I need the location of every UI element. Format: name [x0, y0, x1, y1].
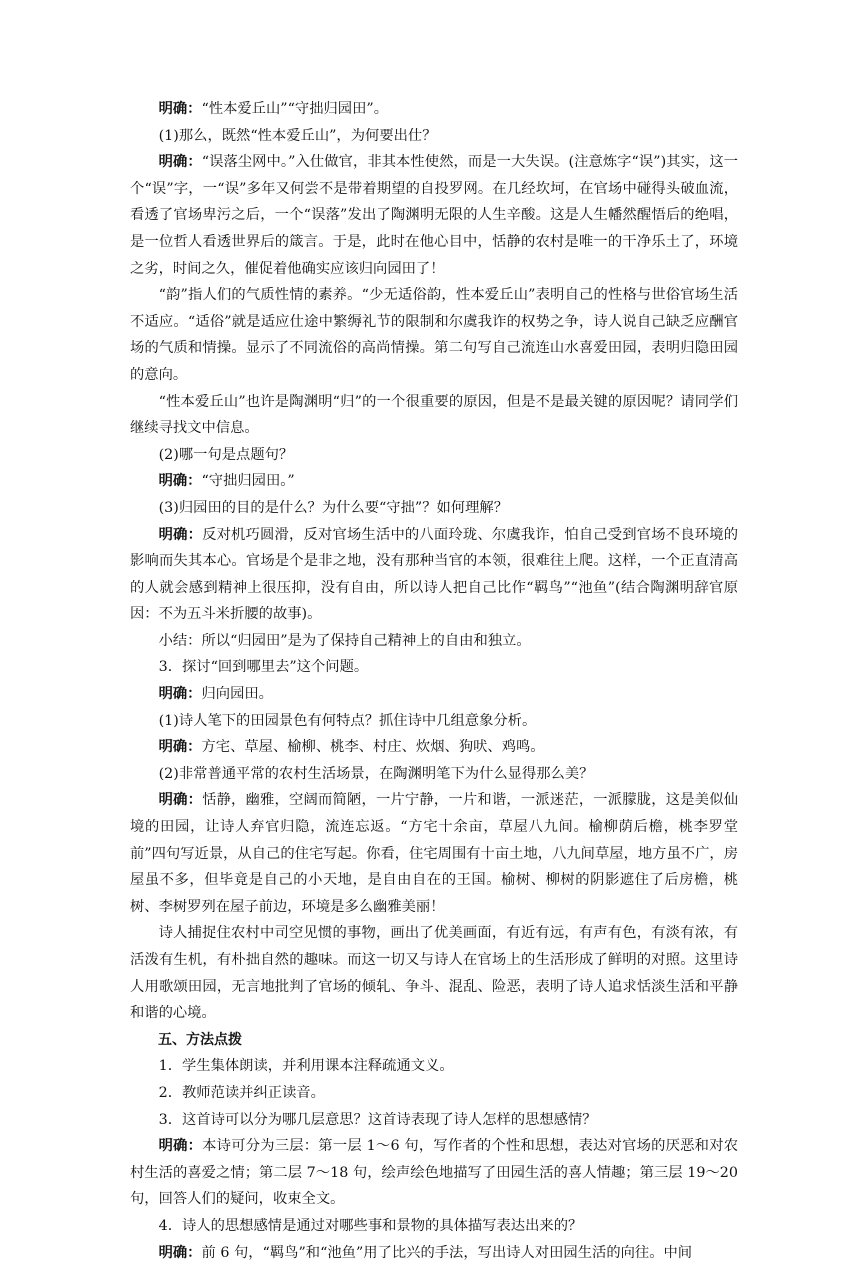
answer-text: “守拙归园田。”	[201, 473, 295, 490]
answer-text: “性本爱丘山”“守拙归园田”。	[201, 101, 388, 117]
answer-text: 反对机巧圆滑，反对官场生活中的八面玲珑、尔虞我诈，怕自己受到官场不良环境的影响而失其本心。官场是个是非之地，没有那种当官的本领，很难往上爬。这样，一个正直清高的人就会感到精神上很压抑，没有自由，所以诗人把自己比作“羁鸟”“池鱼”(结合陶渊明辞官原因：不为五斗米折腰的故事)。	[130, 526, 739, 623]
question-line	[130, 708, 738, 735]
item-text: 3．这首诗可以分为哪几层意思？这首诗表现了诗人怎样的思想感情？	[158, 1111, 597, 1128]
answer-text: 归向园田。	[201, 686, 273, 703]
answer-line	[130, 734, 738, 761]
paragraph-text: “性本爱丘山”也许是陶渊明“归”的一个很重要的原因，但是不是最关键的原因呢？请同学们继续寻找文中信息。	[130, 393, 738, 437]
answer-paragraph	[130, 1133, 738, 1213]
item-text: 2．教师范读并纠正读音。	[158, 1084, 325, 1101]
answer-line	[130, 681, 738, 708]
section-item	[130, 1053, 738, 1080]
answer-text: 恬静，幽雅，空阔而简陋，一片宁静，一片和谐，一派迷茫，一派朦胧，这是美似仙境的田园，让诗人弃官归隐，流连忘返。“方宅十余亩，草屋八九间。榆柳荫后檐，桃李罗堂前”四句写近景，从自己的住宅写起。你看，住宅周围有十亩土地，八九间草屋，地方虽不广，房屋虽不多，但毕竟是自己的小天地，是自由自在的王国。榆树、柳树的阴影遮住了后房檐，桃树、李树罗列在屋子前边，环境是多么幽雅美丽！	[130, 792, 739, 915]
answer-label: 明确：	[158, 739, 202, 756]
item-text: 3．探讨“回到哪里去”这个问题。	[158, 659, 369, 676]
section-item	[130, 1213, 738, 1240]
answer-label: 明确：	[158, 1138, 203, 1155]
answer-text: 方宅、草屋、榆柳、桃李、村庄、炊烟、狗吠、鸡鸣。	[201, 739, 545, 756]
document-page	[130, 96, 738, 1266]
question-text: (2)非常普通平常的农村生活场景，在陶渊明笔下为什么显得那么美？	[158, 765, 594, 782]
answer-line	[130, 1240, 738, 1266]
section-item	[130, 1107, 738, 1134]
answer-text: 本诗可分为三层：第一层 1～6 句，写作者的个性和思想，表达对官场的厌恶和对农村生活的喜爱之情；第二层 7～18 句，绘声绘色地描写了田园生活的喜人情趣；第三层 19～20 句，回答人们的疑问，收束全文。	[130, 1138, 739, 1208]
question-text: (3)归园田的目的是什么？为什么要“守拙”？如何理解？	[158, 499, 508, 516]
question-text: (1)诗人笔下的田园景色有何特点？抓住诗中几组意象分析。	[158, 712, 537, 729]
answer-paragraph	[130, 787, 738, 920]
question-line	[130, 442, 738, 469]
answer-line	[130, 468, 738, 495]
summary-text: 小结：所以“归园田”是为了保持自己精神上的自由和独立。	[158, 632, 531, 649]
body-paragraph	[130, 389, 738, 442]
answer-paragraph	[130, 149, 738, 282]
body-paragraph	[130, 282, 738, 388]
body-paragraph	[130, 920, 738, 1026]
answer-label: 明确：	[158, 1244, 202, 1261]
section-item	[130, 1080, 738, 1107]
question-line	[130, 123, 738, 150]
answer-text: 前 6 句，“羁鸟”和“池鱼”用了比兴的手法，写出诗人对田园生活的向往。中间	[201, 1244, 693, 1261]
answer-label: 明确：	[158, 101, 202, 117]
question-text: (1)那么，既然“性本爱丘山”，为何要出仕？	[158, 127, 437, 144]
answer-label: 明确：	[158, 154, 202, 171]
item-text: 4．诗人的思想感情是通过对哪些事和景物的具体描写表达出来的？	[158, 1217, 583, 1234]
answer-text: “误落尘网中。”入仕做官，非其本性使然，而是一大失误。(注意炼字“误”)其实，这一个“误”字，一“误”多年又何尝不是带着期望的自投罗网。在几经坎坷，在官场中碰得头破血流，看透了官场卑污之后，一个“误落”发出了陶渊明无限的人生辛酸。这是人生幡然醒悟后的绝唱，是一位哲人看透世界后的箴言。于是，此时在他心目中，恬静的农村是唯一的干净乐土了，环境之劣，时间之久，催促着他确实应该归向园田了！	[130, 154, 739, 277]
answer-label: 明确：	[158, 526, 203, 543]
paragraph-text: “韵”指人们的气质性情的素养。“少无适俗韵，性本爱丘山”表明自己的性格与世俗官场生活不适应。“适俗”就是适应仕途中繁缛礼节的限制和尔虞我诈的权势之争，诗人说自己缺乏应酬官场的气质和情操。显示了不同流俗的高尚情操。第二句写自己流连山水喜爱田园，表明归隐田园的意向。	[130, 287, 738, 383]
answer-label: 明确：	[158, 792, 203, 809]
heading-text: 五、方法点拨	[158, 1031, 242, 1048]
answer-paragraph	[130, 522, 738, 628]
section-item	[130, 654, 738, 681]
item-text: 1．学生集体朗读，并利用课本注释疏通文义。	[158, 1058, 454, 1075]
question-line	[130, 761, 738, 788]
answer-label: 明确：	[158, 473, 202, 490]
question-text: (2)哪一句是点题句？	[158, 446, 294, 463]
section-heading	[130, 1027, 738, 1054]
answer-line	[130, 96, 738, 123]
summary-line	[130, 628, 738, 655]
question-line	[130, 495, 738, 522]
paragraph-text: 诗人捕捉住农村中司空见惯的事物，画出了优美画面，有近有远，有声有色，有淡有浓，有活泼有生机，有朴拙自然的趣味。而这一切又与诗人在官场上的生活形成了鲜明的对照。这里诗人用歌颂田园，无言地批判了官场的倾轧、争斗、混乱、险恶，表明了诗人追求恬淡生活和平静和谐的心境。	[130, 925, 738, 1022]
answer-label: 明确：	[158, 686, 202, 703]
